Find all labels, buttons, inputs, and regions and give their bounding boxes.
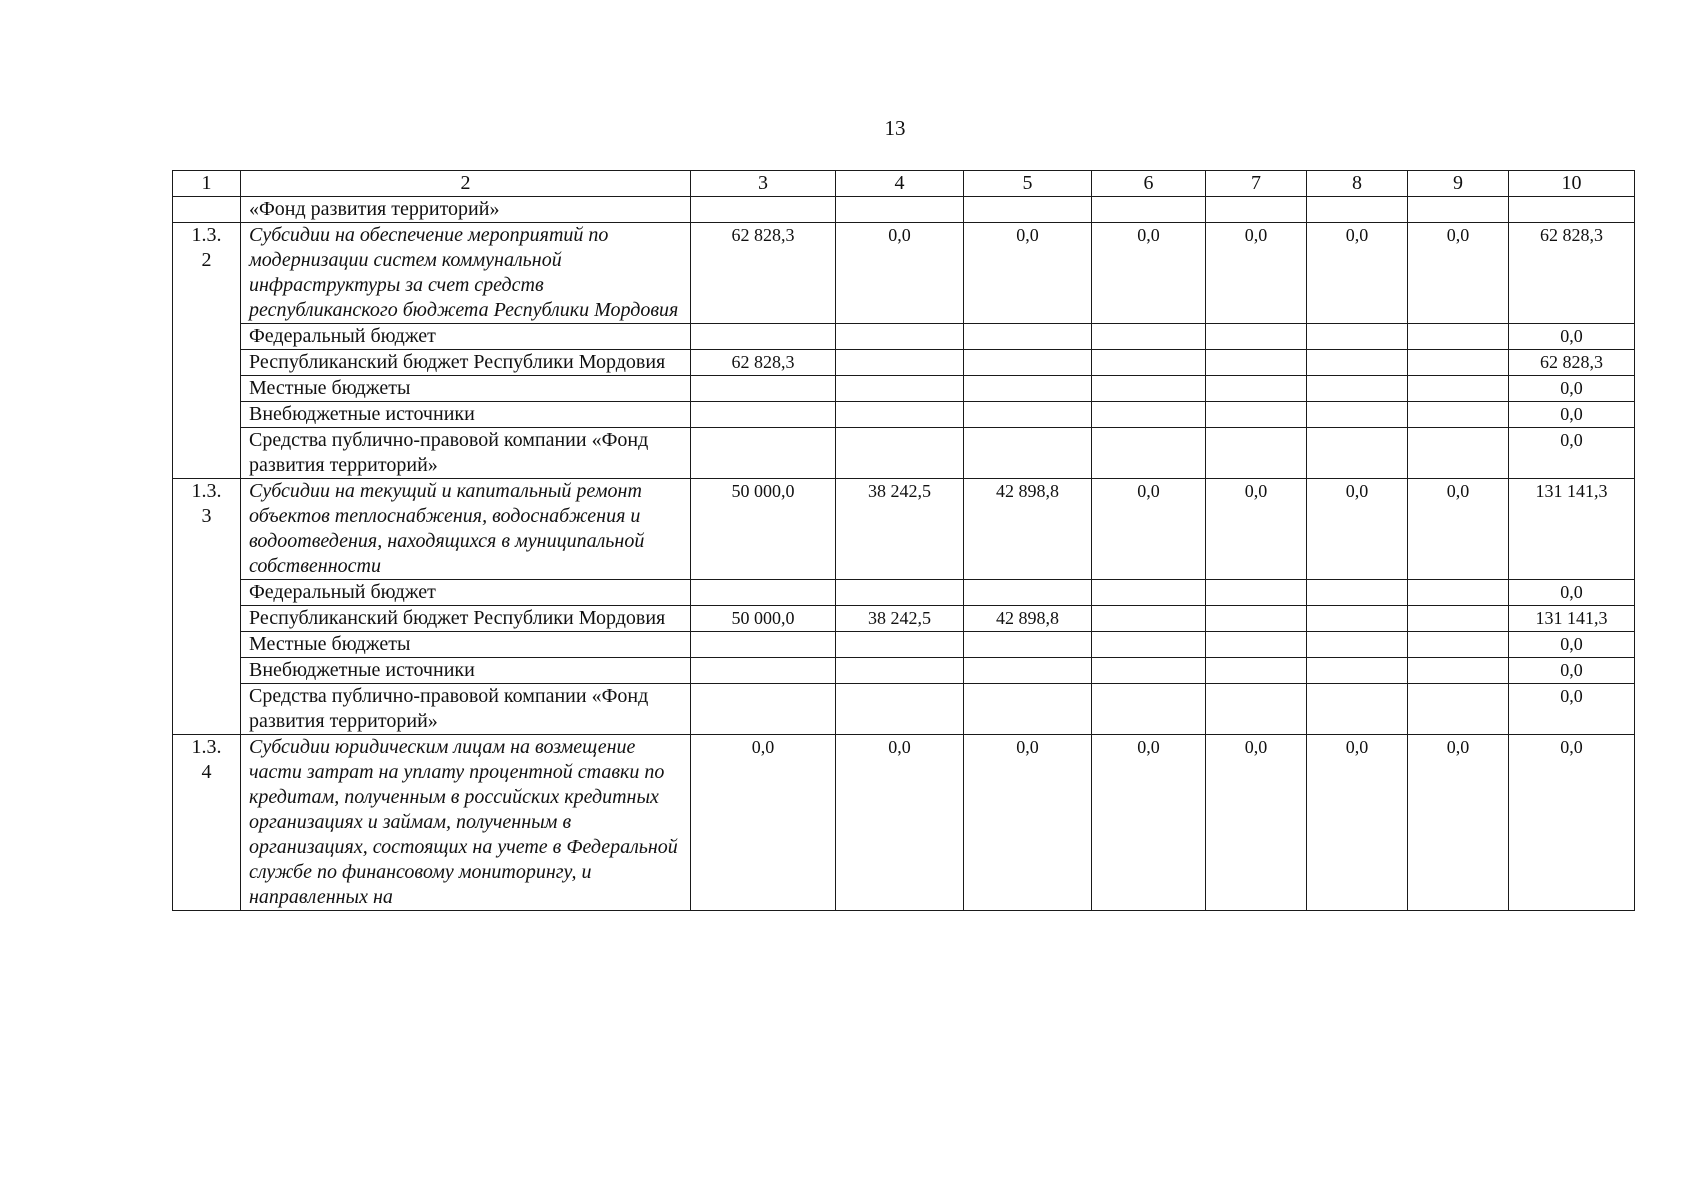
row-index: 1.3. 4: [173, 735, 241, 911]
row-name: Внебюджетные источники: [241, 658, 691, 684]
value-cell-col-10: 0,0: [1509, 324, 1635, 350]
value-cell-col-8: [1307, 428, 1408, 479]
value-cell-col-7: 0,0: [1206, 479, 1307, 580]
value-cell-col-4: 38 242,5: [836, 606, 964, 632]
value-cell-col-6: 0,0: [1092, 735, 1206, 911]
row-name: Средства публично-правовой компании «Фонд развития территорий»: [241, 428, 691, 479]
value-cell-col-4: [836, 632, 964, 658]
table-row: [173, 324, 1635, 350]
table-row: [173, 580, 1635, 606]
value-cell-col-6: 0,0: [1092, 479, 1206, 580]
value-cell-col-8: [1307, 606, 1408, 632]
value-cell-col-7: [1206, 197, 1307, 223]
column-header-2: 2: [241, 171, 691, 197]
value-cell-col-8: 0,0: [1307, 223, 1408, 324]
column-header-1: 1: [173, 171, 241, 197]
value-cell-col-6: 0,0: [1092, 223, 1206, 324]
value-cell-col-7: 0,0: [1206, 735, 1307, 911]
value-cell-col-4: [836, 580, 964, 606]
value-cell-col-10: 0,0: [1509, 658, 1635, 684]
value-cell-col-8: [1307, 658, 1408, 684]
value-cell-col-3: [691, 376, 836, 402]
value-cell-col-9: [1408, 324, 1509, 350]
table-row: [173, 606, 1635, 632]
value-cell-col-5: [964, 197, 1092, 223]
value-cell-col-8: [1307, 197, 1408, 223]
value-cell-col-6: [1092, 324, 1206, 350]
value-cell-col-3: [691, 428, 836, 479]
row-name: «Фонд развития территорий»: [241, 197, 691, 223]
value-cell-col-7: [1206, 324, 1307, 350]
value-cell-col-5: [964, 324, 1092, 350]
value-cell-col-9: [1408, 658, 1509, 684]
value-cell-col-3: [691, 324, 836, 350]
value-cell-col-10: [1509, 197, 1635, 223]
value-cell-col-10: 131 141,3: [1509, 479, 1635, 580]
value-cell-col-7: [1206, 606, 1307, 632]
value-cell-col-7: 0,0: [1206, 223, 1307, 324]
value-cell-col-4: [836, 684, 964, 735]
value-cell-col-5: 42 898,8: [964, 479, 1092, 580]
value-cell-col-10: 0,0: [1509, 428, 1635, 479]
value-cell-col-3: [691, 658, 836, 684]
value-cell-col-7: [1206, 428, 1307, 479]
row-name: Республиканский бюджет Республики Мордовия: [241, 606, 691, 632]
value-cell-col-9: [1408, 606, 1509, 632]
value-cell-col-5: [964, 580, 1092, 606]
column-header-8: 8: [1307, 171, 1408, 197]
value-cell-col-9: 0,0: [1408, 735, 1509, 911]
value-cell-col-6: [1092, 632, 1206, 658]
value-cell-col-10: 62 828,3: [1509, 223, 1635, 324]
value-cell-col-6: [1092, 606, 1206, 632]
table-row: [173, 428, 1635, 479]
column-header-4: 4: [836, 171, 964, 197]
value-cell-col-4: [836, 658, 964, 684]
page-number: 13: [884, 116, 906, 140]
table-row: [173, 223, 1635, 324]
header-row: [173, 171, 1635, 197]
value-cell-col-8: 0,0: [1307, 735, 1408, 911]
value-cell-col-6: [1092, 428, 1206, 479]
value-cell-col-8: [1307, 324, 1408, 350]
value-cell-col-10: 0,0: [1509, 735, 1635, 911]
value-cell-col-9: [1408, 350, 1509, 376]
row-name: Местные бюджеты: [241, 632, 691, 658]
value-cell-col-10: 131 141,3: [1509, 606, 1635, 632]
value-cell-col-9: [1408, 376, 1509, 402]
table-row: [173, 658, 1635, 684]
value-cell-col-4: [836, 376, 964, 402]
value-cell-col-5: 0,0: [964, 223, 1092, 324]
value-cell-col-6: [1092, 197, 1206, 223]
value-cell-col-3: 0,0: [691, 735, 836, 911]
value-cell-col-6: [1092, 658, 1206, 684]
row-index: 1.3. 2: [173, 223, 241, 479]
row-name: Внебюджетные источники: [241, 402, 691, 428]
value-cell-col-7: [1206, 632, 1307, 658]
table-row: [173, 684, 1635, 735]
value-cell-col-9: 0,0: [1408, 223, 1509, 324]
value-cell-col-10: 0,0: [1509, 684, 1635, 735]
table-row: [173, 632, 1635, 658]
column-header-7: 7: [1206, 171, 1307, 197]
value-cell-col-7: [1206, 658, 1307, 684]
value-cell-col-5: [964, 402, 1092, 428]
value-cell-col-4: [836, 428, 964, 479]
row-name: Субсидии на текущий и капитальный ремонт объектов теплоснабжения, водоснабжения и водоотведения, находящихся в муниципальной собственности: [241, 479, 691, 580]
value-cell-col-5: [964, 376, 1092, 402]
value-cell-col-3: 50 000,0: [691, 606, 836, 632]
value-cell-col-10: 0,0: [1509, 632, 1635, 658]
table-row: [173, 402, 1635, 428]
value-cell-col-4: [836, 402, 964, 428]
value-cell-col-7: [1206, 376, 1307, 402]
value-cell-col-7: [1206, 350, 1307, 376]
value-cell-col-3: [691, 402, 836, 428]
table-row: [173, 197, 1635, 223]
value-cell-col-8: [1307, 402, 1408, 428]
value-cell-col-3: 50 000,0: [691, 479, 836, 580]
value-cell-col-8: [1307, 580, 1408, 606]
column-header-5: 5: [964, 171, 1092, 197]
value-cell-col-9: [1408, 402, 1509, 428]
value-cell-col-3: [691, 632, 836, 658]
value-cell-col-7: [1206, 580, 1307, 606]
value-cell-col-5: [964, 684, 1092, 735]
value-cell-col-8: [1307, 632, 1408, 658]
value-cell-col-3: 62 828,3: [691, 350, 836, 376]
table-row: [173, 479, 1635, 580]
value-cell-col-4: 0,0: [836, 735, 964, 911]
row-name: Субсидии юридическим лицам на возмещение части затрат на уплату процентной ставки по кредитам, полученным в российских кредитных организациях и займам, полученным в организациях, состоящих на учете в Федеральной службе по финансовому мониторингу, и направленных на: [241, 735, 691, 911]
row-index: [173, 197, 241, 223]
value-cell-col-10: 0,0: [1509, 580, 1635, 606]
value-cell-col-4: 38 242,5: [836, 479, 964, 580]
value-cell-col-6: [1092, 350, 1206, 376]
column-header-3: 3: [691, 171, 836, 197]
row-name: Федеральный бюджет: [241, 580, 691, 606]
value-cell-col-5: 42 898,8: [964, 606, 1092, 632]
column-header-9: 9: [1408, 171, 1509, 197]
value-cell-col-5: [964, 658, 1092, 684]
value-cell-col-4: [836, 324, 964, 350]
value-cell-col-9: 0,0: [1408, 479, 1509, 580]
value-cell-col-5: [964, 428, 1092, 479]
row-name: Местные бюджеты: [241, 376, 691, 402]
value-cell-col-9: [1408, 684, 1509, 735]
table-body: [173, 171, 1635, 911]
value-cell-col-6: [1092, 580, 1206, 606]
column-header-10: 10: [1509, 171, 1635, 197]
value-cell-col-3: [691, 197, 836, 223]
value-cell-col-9: [1408, 632, 1509, 658]
value-cell-col-10: 0,0: [1509, 376, 1635, 402]
value-cell-col-9: [1408, 197, 1509, 223]
value-cell-col-10: 0,0: [1509, 402, 1635, 428]
row-name: Федеральный бюджет: [241, 324, 691, 350]
value-cell-col-3: 62 828,3: [691, 223, 836, 324]
value-cell-col-5: [964, 350, 1092, 376]
value-cell-col-3: [691, 580, 836, 606]
value-cell-col-6: [1092, 684, 1206, 735]
value-cell-col-4: 0,0: [836, 223, 964, 324]
value-cell-col-9: [1408, 428, 1509, 479]
table-row: [173, 735, 1635, 911]
budget-table: [172, 170, 1635, 911]
value-cell-col-10: 62 828,3: [1509, 350, 1635, 376]
value-cell-col-6: [1092, 402, 1206, 428]
value-cell-col-4: [836, 197, 964, 223]
value-cell-col-5: 0,0: [964, 735, 1092, 911]
column-header-6: 6: [1092, 171, 1206, 197]
table-row: [173, 376, 1635, 402]
value-cell-col-3: [691, 684, 836, 735]
value-cell-col-9: [1408, 580, 1509, 606]
value-cell-col-8: 0,0: [1307, 479, 1408, 580]
row-name: Субсидии на обеспечение мероприятий по модернизации систем коммунальной инфраструктуры за счет средств республиканского бюджета Республики Мордовия: [241, 223, 691, 324]
value-cell-col-4: [836, 350, 964, 376]
value-cell-col-7: [1206, 402, 1307, 428]
row-index: 1.3. 3: [173, 479, 241, 735]
value-cell-col-7: [1206, 684, 1307, 735]
row-name: Средства публично-правовой компании «Фонд развития территорий»: [241, 684, 691, 735]
value-cell-col-6: [1092, 376, 1206, 402]
value-cell-col-5: [964, 632, 1092, 658]
table-row: [173, 350, 1635, 376]
value-cell-col-8: [1307, 350, 1408, 376]
row-name: Республиканский бюджет Республики Мордовия: [241, 350, 691, 376]
value-cell-col-8: [1307, 684, 1408, 735]
value-cell-col-8: [1307, 376, 1408, 402]
